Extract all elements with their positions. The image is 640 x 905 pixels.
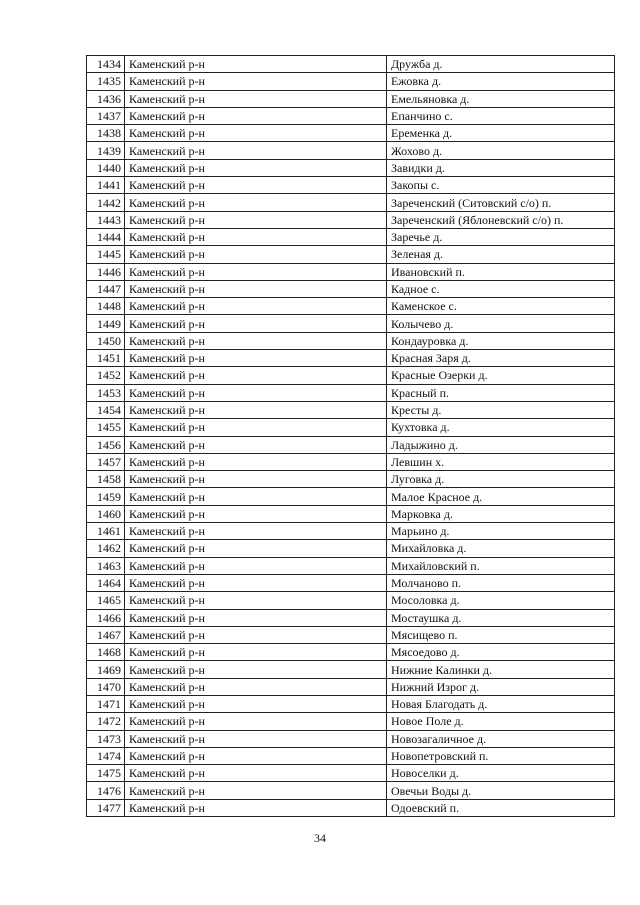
settlement-cell: Зареченский (Яблоневский с/о) п.: [387, 211, 615, 228]
settlement-cell: Новоселки д.: [387, 765, 615, 782]
row-number-cell: 1477: [87, 799, 125, 816]
table-body: [87, 56, 615, 817]
table-row: [87, 488, 615, 505]
district-cell: Каменский р-н: [125, 661, 387, 678]
table-row: [87, 177, 615, 194]
table-row: [87, 315, 615, 332]
table-row: [87, 678, 615, 695]
district-cell: Каменский р-н: [125, 453, 387, 470]
settlement-cell: Завидки д.: [387, 159, 615, 176]
table-row: [87, 384, 615, 401]
row-number-cell: 1439: [87, 142, 125, 159]
settlement-cell: Михайловский п.: [387, 557, 615, 574]
district-cell: Каменский р-н: [125, 90, 387, 107]
district-cell: Каменский р-н: [125, 592, 387, 609]
district-cell: Каменский р-н: [125, 471, 387, 488]
district-cell: Каменский р-н: [125, 73, 387, 90]
table-row: [87, 367, 615, 384]
row-number-cell: 1435: [87, 73, 125, 90]
row-number-cell: 1456: [87, 436, 125, 453]
row-number-cell: 1437: [87, 107, 125, 124]
settlement-cell: Мясищево п.: [387, 626, 615, 643]
table-row: [87, 246, 615, 263]
table-row: [87, 505, 615, 522]
settlement-cell: Красные Озерки д.: [387, 367, 615, 384]
table-row: [87, 159, 615, 176]
district-cell: Каменский р-н: [125, 765, 387, 782]
table-row: [87, 540, 615, 557]
district-cell: Каменский р-н: [125, 107, 387, 124]
settlement-cell: Молчаново п.: [387, 574, 615, 591]
settlement-cell: Новозагаличное д.: [387, 730, 615, 747]
district-cell: Каменский р-н: [125, 159, 387, 176]
row-number-cell: 1434: [87, 56, 125, 73]
district-cell: Каменский р-н: [125, 332, 387, 349]
district-cell: Каменский р-н: [125, 436, 387, 453]
table-row: [87, 471, 615, 488]
settlement-cell: Зеленая д.: [387, 246, 615, 263]
district-cell: Каменский р-н: [125, 280, 387, 297]
settlement-cell: Кадное с.: [387, 280, 615, 297]
district-cell: Каменский р-н: [125, 142, 387, 159]
district-cell: Каменский р-н: [125, 384, 387, 401]
table-row: [87, 453, 615, 470]
settlement-cell: Еременка д.: [387, 125, 615, 142]
district-cell: Каменский р-н: [125, 678, 387, 695]
settlement-cell: Мясоедово д.: [387, 644, 615, 661]
table-row: [87, 401, 615, 418]
settlement-cell: Красный п.: [387, 384, 615, 401]
district-cell: Каменский р-н: [125, 574, 387, 591]
row-number-cell: 1463: [87, 557, 125, 574]
district-cell: Каменский р-н: [125, 747, 387, 764]
table-row: [87, 661, 615, 678]
table-row: [87, 107, 615, 124]
settlement-cell: Емельяновка д.: [387, 90, 615, 107]
district-cell: Каменский р-н: [125, 505, 387, 522]
row-number-cell: 1465: [87, 592, 125, 609]
district-cell: Каменский р-н: [125, 263, 387, 280]
row-number-cell: 1472: [87, 713, 125, 730]
row-number-cell: 1446: [87, 263, 125, 280]
settlement-cell: Жохово д.: [387, 142, 615, 159]
district-cell: Каменский р-н: [125, 298, 387, 315]
table-row: [87, 730, 615, 747]
settlement-cell: Епанчино с.: [387, 107, 615, 124]
row-number-cell: 1455: [87, 419, 125, 436]
settlement-cell: Луговка д.: [387, 471, 615, 488]
row-number-cell: 1475: [87, 765, 125, 782]
district-cell: Каменский р-н: [125, 730, 387, 747]
district-cell: Каменский р-н: [125, 56, 387, 73]
district-cell: Каменский р-н: [125, 401, 387, 418]
row-number-cell: 1464: [87, 574, 125, 591]
settlement-cell: Новая Благодать д.: [387, 695, 615, 712]
district-cell: Каменский р-н: [125, 557, 387, 574]
row-number-cell: 1460: [87, 505, 125, 522]
table-row: [87, 626, 615, 643]
district-cell: Каменский р-н: [125, 523, 387, 540]
settlement-cell: Ладыжино д.: [387, 436, 615, 453]
table-row: [87, 56, 615, 73]
table-row: [87, 765, 615, 782]
district-cell: Каменский р-н: [125, 228, 387, 245]
district-cell: Каменский р-н: [125, 350, 387, 367]
row-number-cell: 1447: [87, 280, 125, 297]
row-number-cell: 1468: [87, 644, 125, 661]
row-number-cell: 1452: [87, 367, 125, 384]
row-number-cell: 1448: [87, 298, 125, 315]
row-number-cell: 1458: [87, 471, 125, 488]
district-cell: Каменский р-н: [125, 246, 387, 263]
district-cell: Каменский р-н: [125, 609, 387, 626]
district-cell: Каменский р-н: [125, 125, 387, 142]
table-row: [87, 350, 615, 367]
settlement-cell: Кондауровка д.: [387, 332, 615, 349]
table-row: [87, 142, 615, 159]
settlement-cell: Малое Красное д.: [387, 488, 615, 505]
table-row: [87, 644, 615, 661]
table-row: [87, 332, 615, 349]
district-cell: Каменский р-н: [125, 315, 387, 332]
settlement-cell: Марковка д.: [387, 505, 615, 522]
row-number-cell: 1438: [87, 125, 125, 142]
district-cell: Каменский р-н: [125, 695, 387, 712]
settlement-cell: Ивановский п.: [387, 263, 615, 280]
settlement-cell: Кресты д.: [387, 401, 615, 418]
row-number-cell: 1454: [87, 401, 125, 418]
settlement-cell: Мостаушка д.: [387, 609, 615, 626]
settlement-cell: Левшин х.: [387, 453, 615, 470]
settlements-table: [86, 55, 615, 817]
table-row: [87, 747, 615, 764]
row-number-cell: 1444: [87, 228, 125, 245]
row-number-cell: 1471: [87, 695, 125, 712]
table-row: [87, 125, 615, 142]
district-cell: Каменский р-н: [125, 194, 387, 211]
district-cell: Каменский р-н: [125, 419, 387, 436]
row-number-cell: 1451: [87, 350, 125, 367]
table-row: [87, 194, 615, 211]
row-number-cell: 1457: [87, 453, 125, 470]
settlement-cell: Одоевский п.: [387, 799, 615, 816]
table-row: [87, 713, 615, 730]
settlement-cell: Кухтовка д.: [387, 419, 615, 436]
row-number-cell: 1443: [87, 211, 125, 228]
district-cell: Каменский р-н: [125, 626, 387, 643]
row-number-cell: 1436: [87, 90, 125, 107]
district-cell: Каменский р-н: [125, 799, 387, 816]
page-number: 34: [314, 831, 326, 845]
district-cell: Каменский р-н: [125, 644, 387, 661]
settlement-cell: Каменское с.: [387, 298, 615, 315]
table-row: [87, 90, 615, 107]
district-cell: Каменский р-н: [125, 782, 387, 799]
row-number-cell: 1449: [87, 315, 125, 332]
table-row: [87, 695, 615, 712]
settlement-cell: Нижний Изрог д.: [387, 678, 615, 695]
settlement-cell: Новопетровский п.: [387, 747, 615, 764]
settlement-cell: Колычево д.: [387, 315, 615, 332]
row-number-cell: 1474: [87, 747, 125, 764]
row-number-cell: 1469: [87, 661, 125, 678]
row-number-cell: 1470: [87, 678, 125, 695]
district-cell: Каменский р-н: [125, 488, 387, 505]
settlement-cell: Зареченский (Ситовский с/о) п.: [387, 194, 615, 211]
table-row: [87, 523, 615, 540]
row-number-cell: 1453: [87, 384, 125, 401]
table-row: [87, 263, 615, 280]
row-number-cell: 1459: [87, 488, 125, 505]
district-cell: Каменский р-н: [125, 540, 387, 557]
table-row: [87, 782, 615, 799]
table-row: [87, 280, 615, 297]
table-row: [87, 73, 615, 90]
settlement-cell: Михайловка д.: [387, 540, 615, 557]
settlement-cell: Новое Поле д.: [387, 713, 615, 730]
settlement-cell: Ежовка д.: [387, 73, 615, 90]
district-cell: Каменский р-н: [125, 177, 387, 194]
table-row: [87, 592, 615, 609]
table-row: [87, 609, 615, 626]
settlement-cell: Закопы с.: [387, 177, 615, 194]
row-number-cell: 1440: [87, 159, 125, 176]
table-row: [87, 436, 615, 453]
settlement-cell: Мосоловка д.: [387, 592, 615, 609]
settlement-cell: Красная Заря д.: [387, 350, 615, 367]
table-row: [87, 228, 615, 245]
settlement-cell: Дружба д.: [387, 56, 615, 73]
district-cell: Каменский р-н: [125, 211, 387, 228]
settlement-cell: Заречье д.: [387, 228, 615, 245]
settlement-cell: Нижние Калинки д.: [387, 661, 615, 678]
district-cell: Каменский р-н: [125, 713, 387, 730]
row-number-cell: 1450: [87, 332, 125, 349]
settlement-cell: Марьино д.: [387, 523, 615, 540]
row-number-cell: 1441: [87, 177, 125, 194]
table-row: [87, 419, 615, 436]
row-number-cell: 1467: [87, 626, 125, 643]
row-number-cell: 1445: [87, 246, 125, 263]
district-cell: Каменский р-н: [125, 367, 387, 384]
table-row: [87, 557, 615, 574]
settlement-cell: Овечьи Воды д.: [387, 782, 615, 799]
row-number-cell: 1462: [87, 540, 125, 557]
row-number-cell: 1461: [87, 523, 125, 540]
table-row: [87, 211, 615, 228]
row-number-cell: 1476: [87, 782, 125, 799]
table-row: [87, 574, 615, 591]
table-row: [87, 298, 615, 315]
row-number-cell: 1442: [87, 194, 125, 211]
table-row: [87, 799, 615, 816]
row-number-cell: 1466: [87, 609, 125, 626]
row-number-cell: 1473: [87, 730, 125, 747]
